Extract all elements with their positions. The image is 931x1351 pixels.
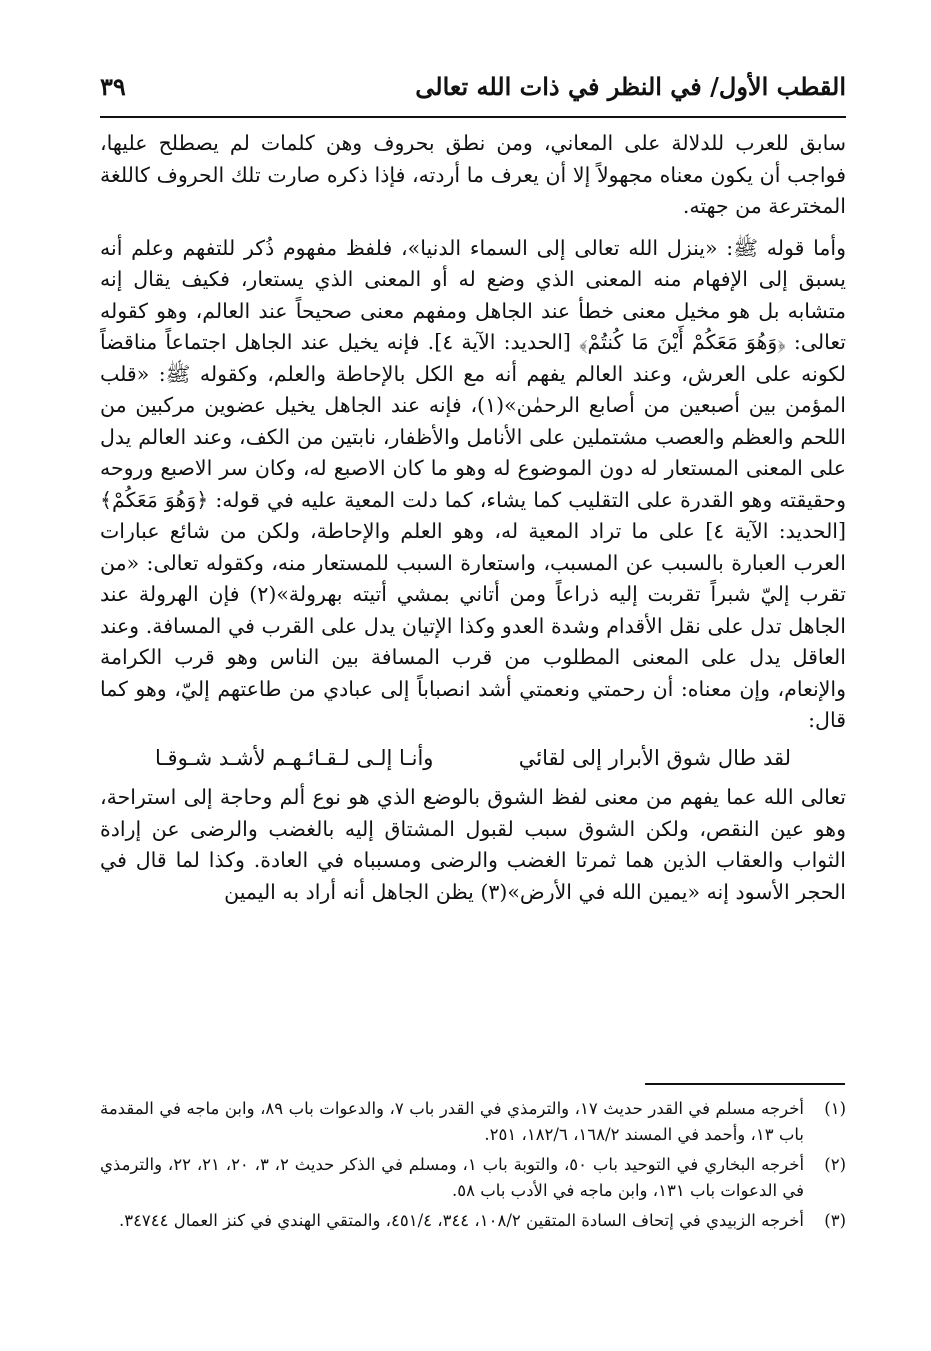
footnote-text: أخرجه الزبيدي في إتحاف السادة المتقين ١٠٨/٢، ٣٤٤، ٤٥١/٤، والمتقي الهندي في كنز العمال ٣٤٧٤٤. [118, 1211, 804, 1230]
poetry-verse [100, 743, 846, 775]
footnote-number: (٢) [824, 1155, 846, 1174]
page-number: ٣٩ [100, 72, 126, 101]
footnote-text: أخرجه البخاري في التوحيد باب ٥٠، والتوبة باب ١، ومسلم في الذكر حديث ٢، ٣، ٢٠، ٢١، ٢٢، والترمذي في الدعوات باب ١٣١، وابن ماجه في الأدب باب ٥٨. [100, 1155, 805, 1200]
footnote-number: (١) [824, 1099, 846, 1118]
running-header [100, 66, 846, 112]
footnote [100, 1152, 846, 1204]
footnote [100, 1096, 846, 1148]
verse-second-hemistich: وأنـا إلـى لـقـائـهـم لأشـد شـوقـا [155, 745, 434, 770]
paragraph-1: سابق للعرب للدلالة على المعاني، ومن نطق بحروف وهن كلمات لم يصطلح عليها، فواجب أن يكون معناه مجهولاً إلا أن يعرف ما أردته، فإذا ذكره صارت تلك الحروف كاللغة المخترعة من جهته. [100, 131, 846, 218]
verse-first-hemistich: لقد طال شوق الأبرار إلى لقائي [518, 745, 791, 770]
footnote [100, 1208, 846, 1234]
footnote-number: (٣) [824, 1211, 846, 1230]
footnote-text: أخرجه مسلم في القدر حديث ١٧، والترمذي في القدر باب ٧، والدعوات باب ٨٩، وابن ماجه في المقدمة باب ١٣، وأحمد في المسند ١٦٨/٢، ١٨٢/٦، ٢٥١. [100, 1099, 804, 1144]
header-rule [100, 116, 846, 118]
header-title: القطب الأول/ في النظر في ذات الله تعالى [415, 72, 846, 101]
footnote-rule [645, 1083, 845, 1085]
body-text [100, 128, 846, 908]
footnotes [100, 1096, 846, 1238]
paragraph-3: تعالى الله عما يفهم من معنى لفظ الشوق بالوضع الذي هو نوع ألم وحاجة إلى استراحة، وهو عين النقص، ولكن الشوق سبب لقبول المشتاق إليه بالغضب والرضى عن إرادة الثواب والعقاب الذين هما ثمرتا الغضب والرضى ومسبباه في العادة. وكذا لما قال في الحجر الأسود إنه «يمين الله في الأرض»(٣) يظن الجاهل أنه أراد به اليمين [100, 785, 846, 904]
paragraph-2: وأما قوله ﷺ: «ينزل الله تعالى إلى السماء الدنيا»، فلفظ مفهوم ذُكر للتفهم وعلم أنه يسبق إلى الإفهام منه المعنى الذي وضع له أو المعنى الذي يستعار، فكيف يقال إنه متشابه بل هو مخيل معنى خطأ عند الجاهل ومفهم معنى صحيحاً عند العالم، وهو كقوله تعالى: ﴿وَهُوَ مَعَكُمْ أَيْنَ مَا كُنتُمْ﴾ [الحديد: الآية ٤]. فإنه يخيل عند الجاهل اجتماعاً مناقضاً لكونه على العرش، وعند العالم يفهم أنه مع الكل بالإحاطة والعلم، وكقوله ﷺ: «قلب المؤمن بين أصبعين من أصابع الرحمٰن»(١)، فإنه عند الجاهل يخيل عضوين مركبين من اللحم والعظم والعصب مشتملين على الأنامل والأظفار، نابتين من الكف، وعند العالم يدل على المعنى المستعار له دون الموضوع له وهو ما كان الاصبع له، وكان سر الاصبع وروحه وحقيقته وهو القدرة على التقليب كما يشاء، كما دلت المعية عليه في قوله: ﴿وَهُوَ مَعَكُمْ﴾ [الحديد: الآية ٤] على ما تراد المعية له، وهو العلم والإحاطة، ولكن من شائع عبارات العرب العبارة بالسبب عن المسبب، واستعارة السبب للمستعار منه، وكقوله تعالى: «من تقرب إليّ شبراً تقربت إليه ذراعاً ومن أتاني بمشي أتيته بهرولة»(٢) فإن الهرولة عند الجاهل تدل على نقل الأقدام وشدة العدو وكذا الإتيان يدل على القرب في المسافة. وعند العاقل يدل على المعنى المطلوب من قرب المسافة بين الناس وهو قرب الكرامة والإنعام، وإن معناه: أن رحمتي ونعمتي أشد انصباباً إلى عبادي من طاعتهم إليّ، وهو كما قال: [100, 235, 847, 732]
